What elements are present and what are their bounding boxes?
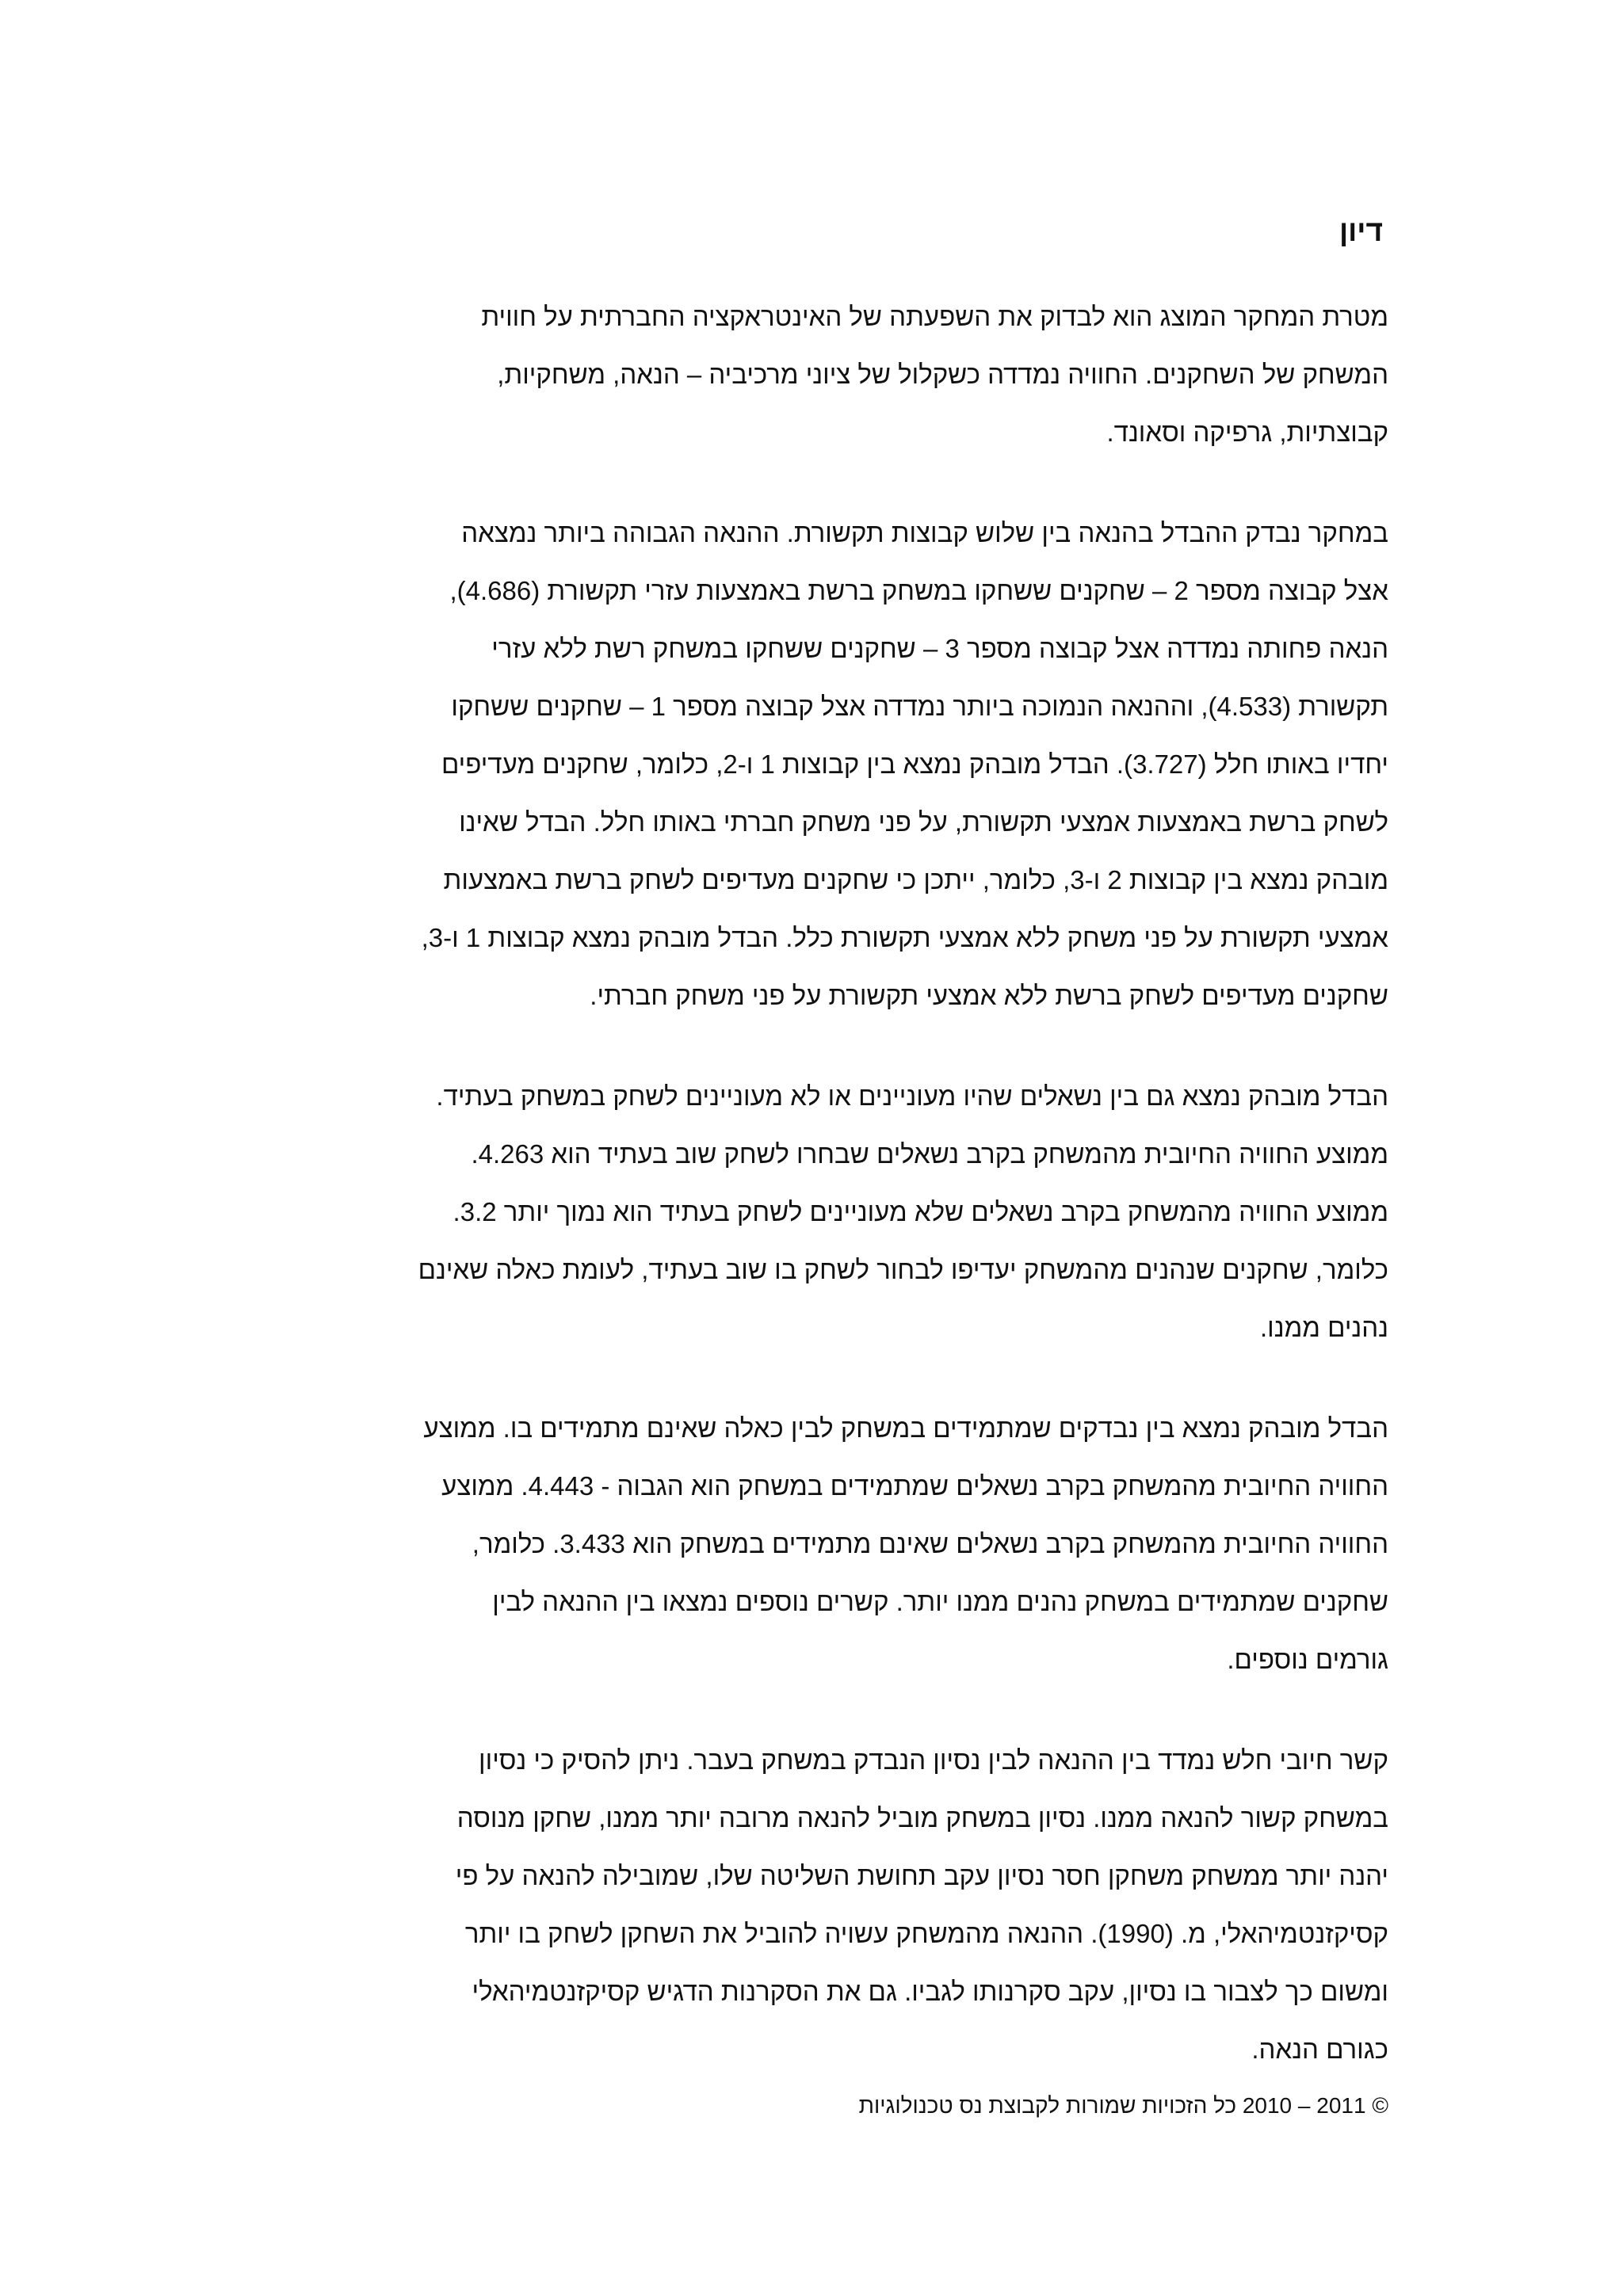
paragraph-line: כגורם הנאה. (1251, 2035, 1388, 2064)
paragraph-3 (247, 1067, 1388, 1356)
paragraph-line: נהנים ממנו. (1260, 1313, 1388, 1342)
paragraph-line: הבדל מובהק נמצא בין נבדקים שמתמידים במשחק לבין כאלה שאינם מתמידים בו. ממוצע (423, 1413, 1388, 1443)
paragraph-line: הבדל מובהק נמצא גם בין נשאלים שהיו מעוניינים או לא מעוניינים לשחק במשחק בעתיד. (436, 1081, 1388, 1111)
document-body (247, 288, 1388, 2121)
paragraph-5 (247, 1731, 1388, 2078)
paragraph-line: שחקנים מעדיפים לשחק ברשת ללא אמצעי תקשורת על פני משחק חברתי. (590, 981, 1388, 1010)
paragraph-line: החוויה החיובית מהמשחק בקרב נשאלים שמתמידים במשחק הוא הגבוה - 4.443. ממוצע (441, 1471, 1388, 1501)
paragraph-line: ממוצע החוויה החיובית מהמשחק בקרב נשאלים שבחרו לשחק שוב בעתיד הוא 4.263. (471, 1139, 1388, 1169)
paragraph-line: כלומר, שחקנים שנהנים מהמשחק יעדיפו לבחור לשחק בו שוב בעתיד, לעומת כאלה שאינם (418, 1255, 1388, 1284)
paragraph-1 (247, 288, 1388, 461)
paragraph-line: ממוצע החוויה מהמשחק בקרב נשאלים שלא מעוניינים לשחק בעתיד הוא נמוך יותר 3.2. (453, 1197, 1388, 1226)
section-heading: דיון (1338, 215, 1383, 247)
paragraph-line: הנאה פחותה נמדדה אצל קבוצה מספר 3 – שחקנים ששחקו במשחק רשת ללא עזרי (491, 634, 1388, 663)
paragraph-line: גורמים נוספים. (1227, 1645, 1388, 1674)
paragraph-line: שחקנים שמתמידים במשחק נהנים ממנו יותר. קשרים נוספים נמצאו בין ההנאה לבין (492, 1587, 1388, 1616)
paragraph-line: תקשורת (4.533), וההנאה הנמוכה ביותר נמדדה אצל קבוצה מספר 1 – שחקנים ששחקו (451, 692, 1388, 721)
paragraph-line: מטרת המחקר המוצג הוא לבדוק את השפעתה של האינטראקציה החברתית על חווית (481, 302, 1388, 331)
paragraph-line: אמצעי תקשורת על פני משחק ללא אמצעי תקשורת כלל. הבדל מובהק נמצא קבוצות 1 ו-3, (421, 923, 1388, 952)
paragraph-line: קסיקזנטמיהאלי, מ. (1990). ההנאה מהמשחק עשויה להוביל את השחקן לשחק בו יותר (464, 1919, 1388, 1948)
paragraph-line: קבוצתיות, גרפיקה וסאונד. (1106, 418, 1388, 447)
paragraph-2 (247, 504, 1388, 1024)
paragraph-4 (247, 1399, 1388, 1688)
paragraph-line: המשחק של השחקנים. החוויה נמדדה כשקלול של ציוני מרכיביה – הנאה, משחקיות, (497, 360, 1388, 389)
copyright-footer: © 2011 – 2010 כל הזכויות שמורות לקבוצת נס טכנולוגיות (858, 2093, 1388, 2118)
paragraph-line: ומשום כך לצבור בו נסיון, עקב סקרנותו לגביו. גם את הסקרנות הדגיש קסיקזנטמיהאלי (472, 1977, 1388, 2006)
paragraph-line: יחדיו באותו חלל (3.727). הבדל מובהק נמצא בין קבוצות 1 ו-2, כלומר, שחקנים מעדיפים (441, 749, 1388, 779)
paragraph-line: במשחק קשור להנאה ממנו. נסיון במשחק מוביל להנאה מרובה יותר ממנו, שחקן מנוסה (456, 1803, 1388, 1833)
paragraph-line: מובהק נמצא בין קבוצות 2 ו-3, כלומר, ייתכן כי שחקנים מעדיפים לשחק ברשת באמצעות (443, 865, 1388, 894)
paragraph-line: קשר חיובי חלש נמדד בין ההנאה לבין נסיון הנבדק במשחק בעבר. ניתן להסיק כי נסיון (479, 1745, 1388, 1775)
paragraph-line: במחקר נבדק ההבדל בהנאה בין שלוש קבוצות תקשורת. ההנאה הגבוהה ביותר נמצאה (461, 518, 1388, 547)
paragraph-line: החוויה החיובית מהמשחק בקרב נשאלים שאינם מתמידים במשחק הוא 3.433. כלומר, (472, 1529, 1388, 1558)
paragraph-line: לשחק ברשת באמצעות אמצעי תקשורת, על פני משחק חברתי באותו חלל. הבדל שאינו (459, 807, 1388, 837)
paragraph-line: יהנה יותר ממשחק משחקן חסר נסיון עקב תחושת השליטה שלו, שמובילה להנאה על פי (455, 1861, 1388, 1890)
paragraph-line: אצל קבוצה מספר 2 – שחקנים ששחקו במשחק ברשת באמצעות עזרי תקשורת (4.686), (449, 576, 1388, 605)
